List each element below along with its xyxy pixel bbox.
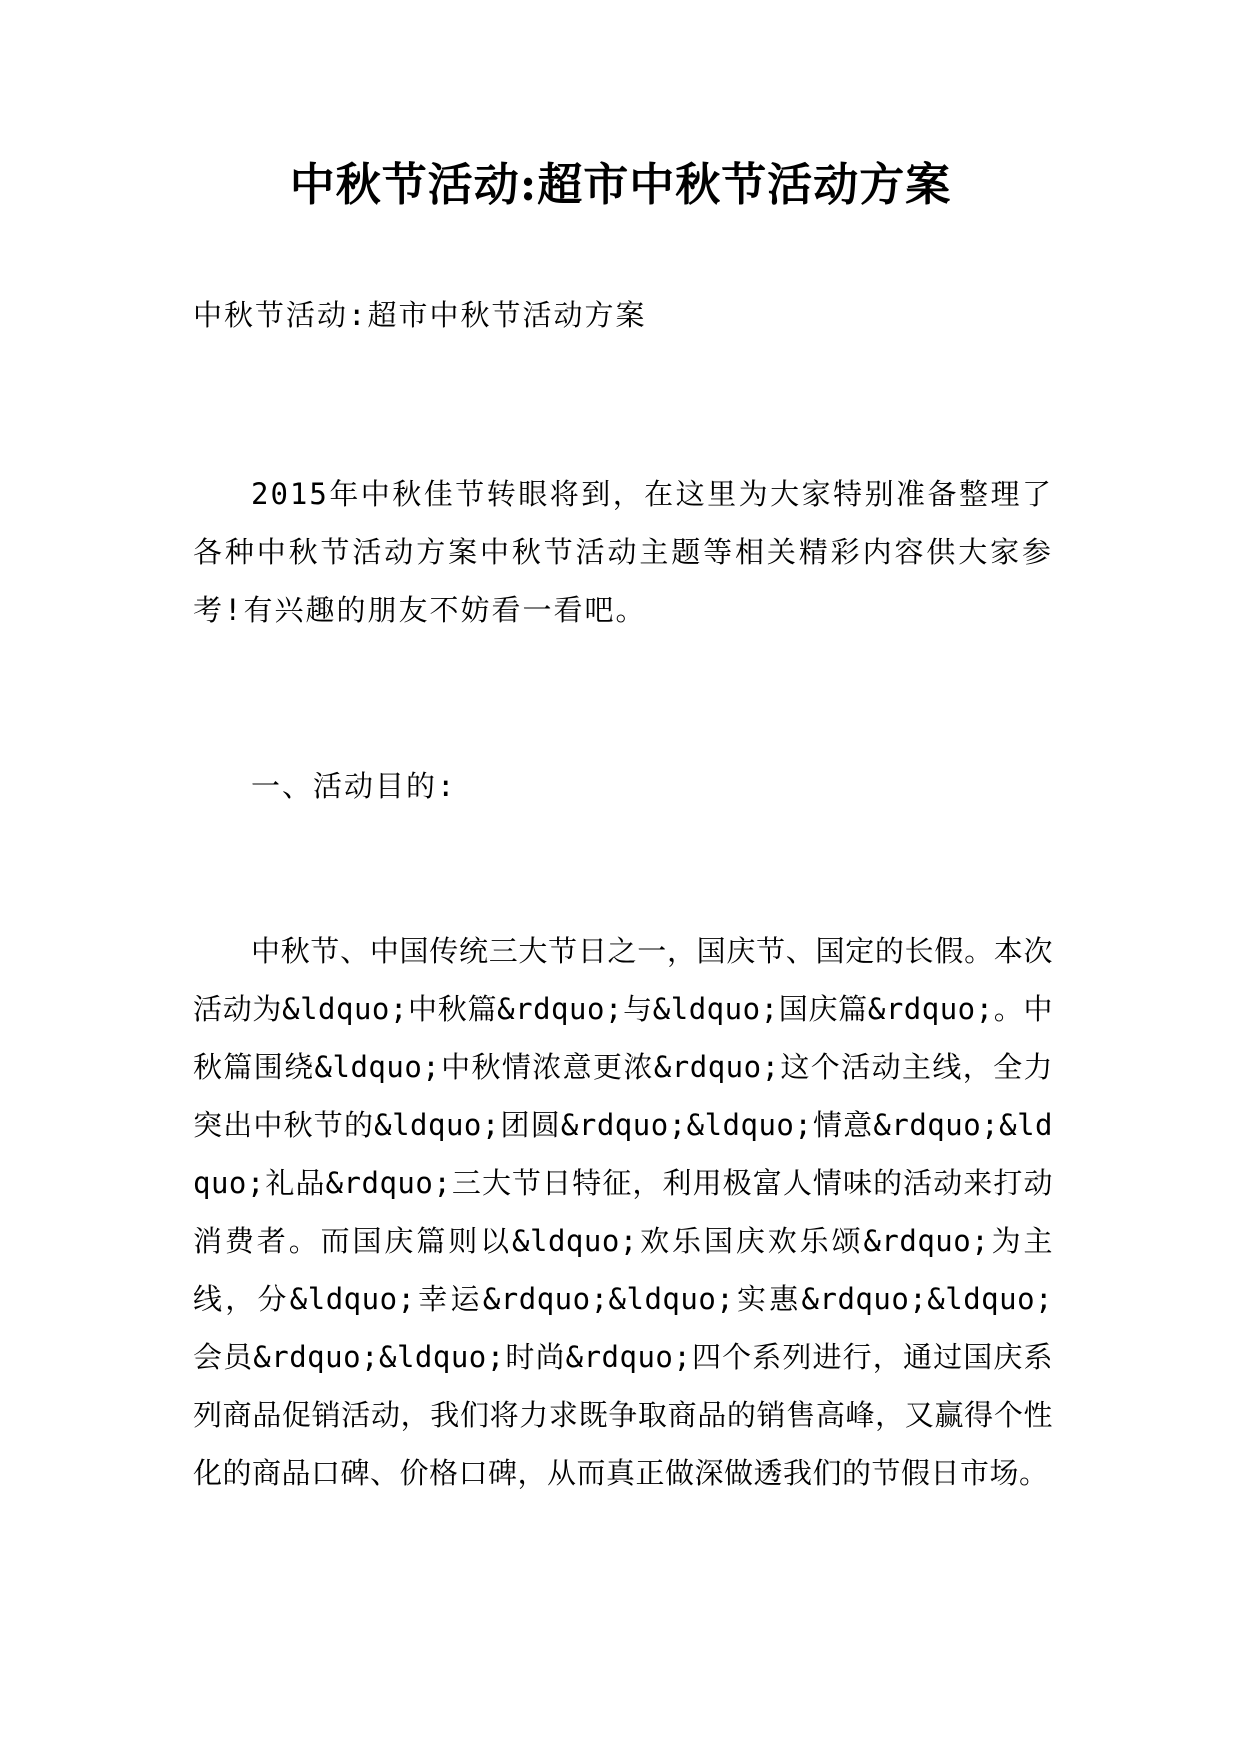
intro-paragraph: 2015年中秋佳节转眼将到，在这里为大家特别准备整理了各种中秋节活动方案中秋节活动主题等相关精彩内容供大家参考!有兴趣的朋友不妨看一看吧。	[193, 477, 1053, 627]
section-heading-purpose: 一、活动目的:	[251, 769, 457, 803]
body-paragraph: 中秋节、中国传统三大节日之一，国庆节、国定的长假。本次活动为&ldquo;中秋篇&rdquo;与&ldquo;国庆篇&rdquo;。中秋篇围绕&ldquo;中秋情浓意更浓&rdquo;这个活动主线，全力突出中秋节的&ldquo;团圆&rdquo;&ldquo;情意&rdquo;&ldquo;礼品&rdquo;三大节日特征，利用极富人情味的活动来打动消费者。而国庆篇则以&ldquo;欢乐国庆欢乐颂&rdquo;为主线，分&ldquo;幸运&rdquo;&ldquo;实惠&rdquo;&ldquo;会员&rdquo;&ldquo;时尚&rdquo;四个系列进行，通过国庆系列商品促销活动，我们将力求既争取商品的销售高峰，又赢得个性化的商品口碑、价格口碑，从而真正做深做透我们的节假日市场。	[193, 934, 1053, 1490]
document-subtitle: 中秋节活动:超市中秋节活动方案	[193, 298, 647, 332]
document-title: 中秋节活动:超市中秋节活动方案	[289, 158, 952, 211]
